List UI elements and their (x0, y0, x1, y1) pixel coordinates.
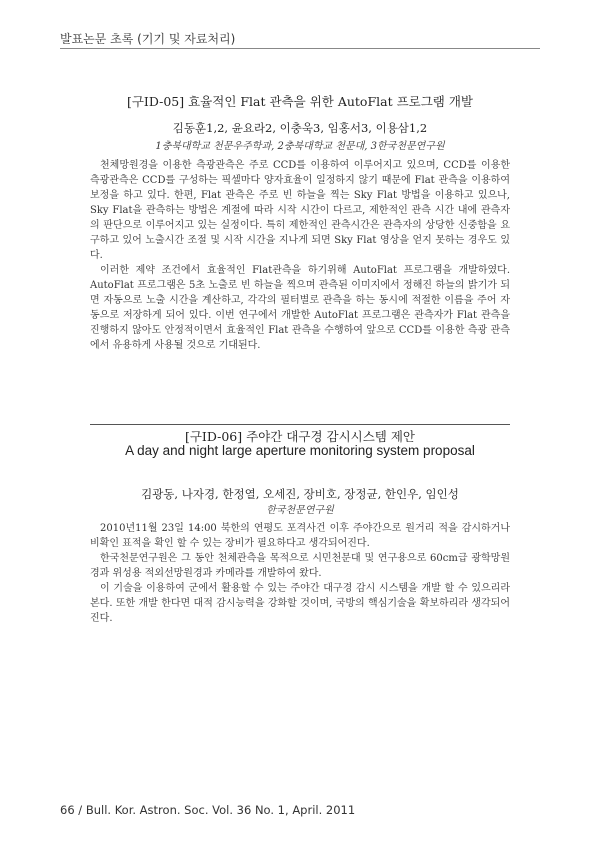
abstract-1-authors: 김동훈1,2, 윤요라2, 이충욱3, 임홍서3, 이용삼1,2 (172, 121, 428, 135)
abstract-2-paragraph-3: 이 기술을 이용하여 군에서 활용할 수 있는 주야간 대구경 감시 시스템을 개발 할 수 있으리라 본다. 또한 개발 한다면 대적 감시능력을 강화할 것이며, 국방의 핵심기술을 확보하리라 생각되어진다. (90, 583, 510, 624)
abstract-1-paragraph-2: 이러한 제약 조건에서 효율적인 Flat관측을 하기위해 AutoFlat 프로그램을 개발하였다. AutoFlat 프로그램은 5초 노출로 빈 하늘을 찍으며 관측된 이미지에서 정해진 하늘의 밝기가 되면 자동으로 노출 시간을 계산하고, 각각의 필터별로 관측을 하는 동시에 적절한 이름을 주어 자동으로 저장하게 되어 있다. 이번 연구에서 개발한 AutoFlat 프로그램은 관측자가 Flat 관측을 진행하지 않아도 안정적이면서 효율적인 Flat 관측을 수행하여 앞으로 CCD를 이용한 측광 관측에서 유용하게 사용될 것으로 기대된다. (90, 265, 510, 351)
header-divider (60, 48, 540, 49)
abstract-2-paragraph-2: 한국천문연구원은 그 동안 천체관측을 목적으로 시민천문대 및 연구용으로 60cm급 광학망원경과 위성용 적외선망원경과 카메라를 개발하여 왔다. (90, 553, 510, 579)
running-header: 발표논문 초록 (기기 및 자료처리) (60, 32, 236, 46)
abstract-1-title: [구ID-05] 효율적인 Flat 관측을 위한 AutoFlat 프로그램 개발 (126, 94, 473, 109)
section-divider (90, 424, 510, 425)
abstract-2-subtitle: A day and night large aperture monitoring system proposal (125, 443, 475, 458)
abstract-2-authors: 김광동, 나자경, 한정열, 오세진, 장비호, 장정균, 한인우, 임인성 (141, 487, 459, 501)
abstract-1-affiliations: 1충북대학교 천문우주학과, 2충북대학교 천문대, 3한국천문연구원 (155, 141, 445, 152)
abstract-2-body (90, 521, 510, 626)
abstract-2-title: [구ID-06] 주야간 대구경 감시시스템 제안 (184, 429, 416, 444)
abstract-2-paragraph-1: 2010년11월 23일 14:00 북한의 연평도 포격사건 이후 주야간으로 원거리 적을 감시하거나 비확인 표적을 확인 할 수 있는 장비가 필요하다고 생각되어진다. (90, 523, 510, 549)
page-footer: 66 / Bull. Kor. Astron. Soc. Vol. 36 No. 1, April. 2011 (60, 803, 356, 817)
abstract-2-affiliations: 한국천문연구원 (266, 505, 334, 516)
abstract-1-body (90, 158, 510, 353)
abstract-1-paragraph-1: 천체망원경을 이용한 측광관측은 주로 CCD를 이용하여 이루어지고 있으며, CCD를 이용한 측광관측은 CCD를 구성하는 픽셀마다 양자효율이 일정하지 않기 때문에 Flat 관측을 이용하여 보정을 하고 있다. 한편, Flat 관측은 주로 빈 하늘을 찍는 Sky Flat 방법을 이용하고 있으나, Sky Flat을 관측하는 방법은 계절에 따라 시작 시간이 다르고, 제한적인 관측 시간 내에 관측자의 판단으로 이루어지고 있는 실정이다. 특히 제한적인 관측시간은 관측자의 상당한 신중함을 요구하고 있어 노출시간 조절 및 시작 시간을 지나게 되면 Sky Flat 영상을 얻지 못하는 경우도 있다. (90, 160, 510, 261)
